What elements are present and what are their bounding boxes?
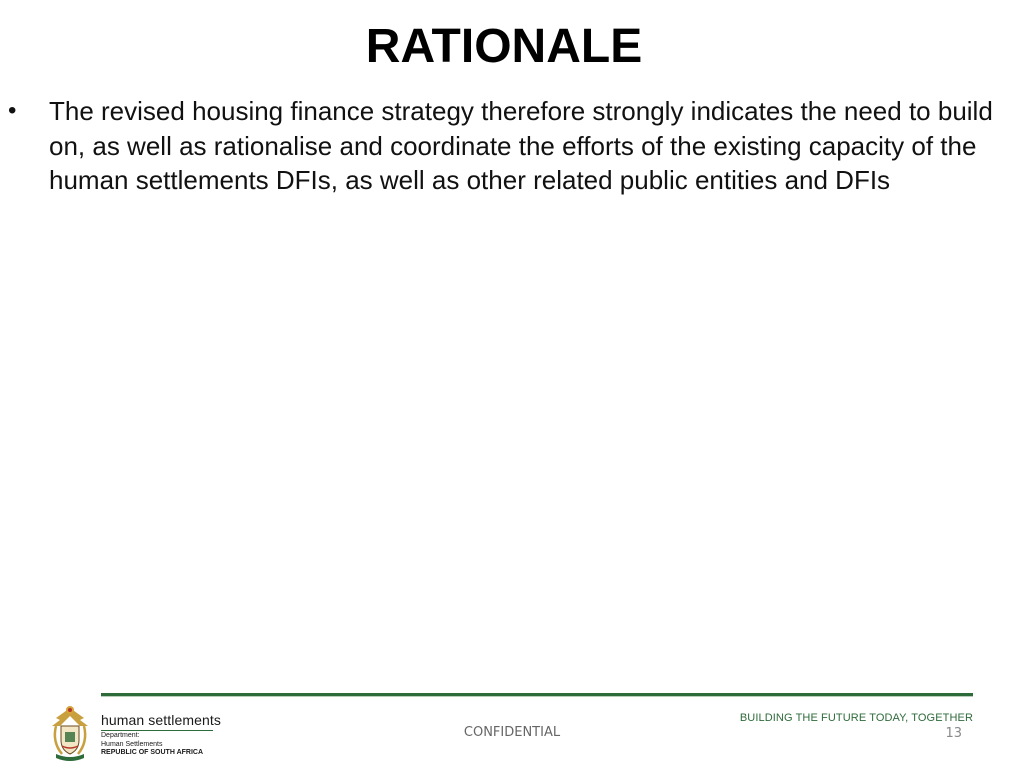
confidential-label: CONFIDENTIAL (463, 725, 561, 740)
tagline: BUILDING THE FUTURE TODAY, TOGETHER (739, 712, 973, 724)
brand-underline (101, 730, 213, 731)
department-label: Department: (101, 732, 140, 739)
department-block (101, 732, 203, 758)
bullet-list (8, 94, 998, 198)
brand-name: human settlements (101, 712, 221, 728)
page-number: 13 (945, 726, 962, 741)
bullet-text: The revised housing finance strategy therefore strongly indicates the need to build on, as well as rationalise and coordinate the efforts of the existing capacity of the human settlements DFIs, as well as other related public entities and DFIs (49, 96, 993, 195)
coat-of-arms-icon (48, 702, 92, 762)
slide-title: RATIONALE (365, 20, 643, 73)
country-name: REPUBLIC OF SOUTH AFRICA (101, 749, 204, 756)
bullet-marker: • (8, 97, 17, 124)
bullet-item (8, 94, 998, 198)
department-name: Human Settlements (101, 740, 163, 748)
footer-divider-shadow (101, 696, 973, 697)
